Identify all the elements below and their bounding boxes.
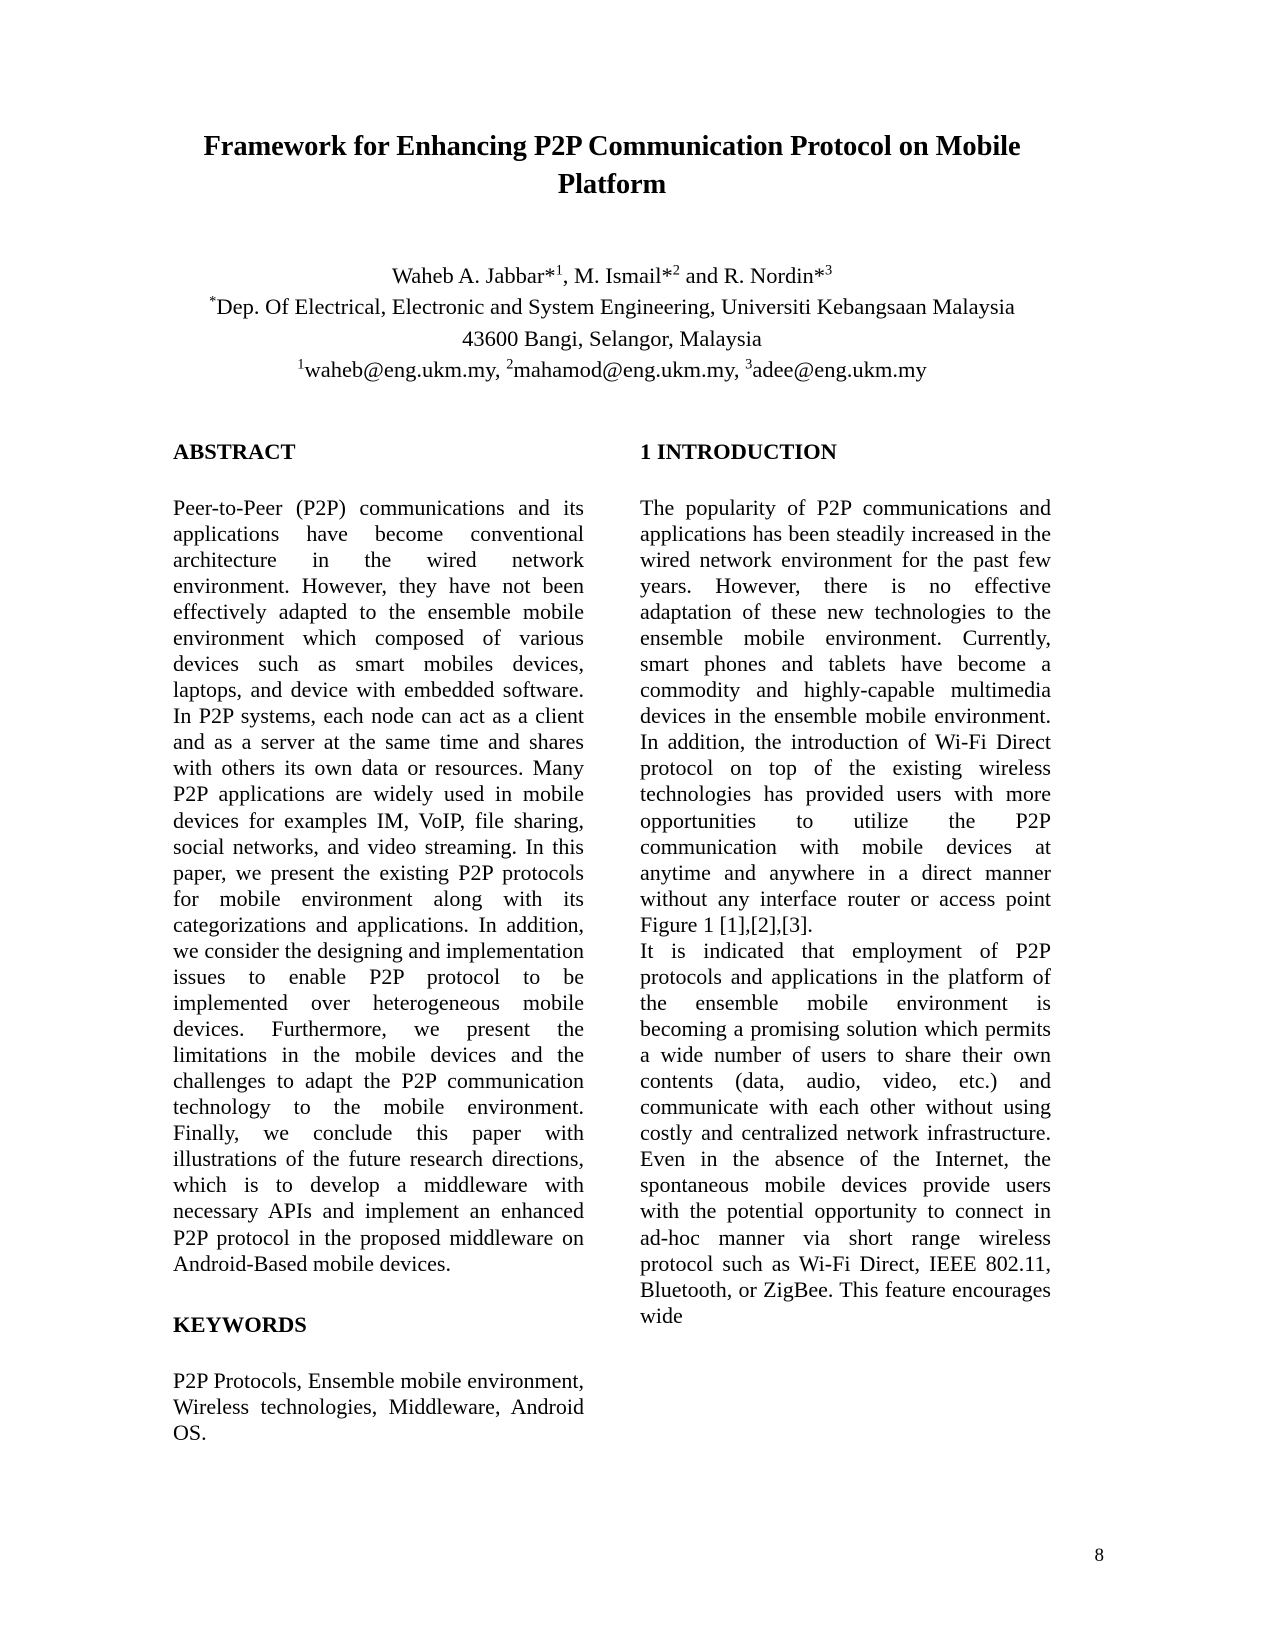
author-affiliation	[173, 291, 1051, 323]
keywords-heading: KEYWORDS	[173, 1311, 307, 1337]
abstract-heading: ABSTRACT	[173, 438, 296, 464]
author-sup-2: 2	[672, 262, 680, 279]
email-2: mahamod@eng.ukm.my,	[513, 357, 746, 383]
left-column	[173, 438, 584, 1446]
page-title: Framework for Enhancing P2P Communication Protocol on Mobile Platform	[203, 131, 1021, 200]
introduction-heading: 1 INTRODUCTION	[640, 438, 837, 464]
affiliation-star-sup: *	[209, 293, 217, 310]
introduction-paragraph-1: The popularity of P2P communications and applications has been steadily increased in the wired network environment for the past few years. However, there is no effective adaptation of these new technologies to the ensemble mobile environment. Currently, smart phones and tablets have become a commodity and highly-capable multimedia devices in the ensemble mobile environment. In addition, the introduction of Wi-Fi Direct protocol on top of the existing wireless technologies has provided users with more opportunities to utilize the P2P communication with mobile devices at anytime and anywhere in a direct manner without any interface router or access point Figure 1 [1],[2],[3].	[640, 494, 1051, 937]
author-names	[173, 260, 1051, 292]
author-block	[173, 260, 1051, 386]
author-address: 43600 Bangi, Selangor, Malaysia	[462, 325, 762, 351]
introduction-paragraph-2: It is indicated that employment of P2P protocols and applications in the platform of the ensemble mobile environment is becoming a promising solution which permits a wide number of users to share their own contents (data, audio, video, etc.) and communicate with each other without using costly and centralized network infrastructure. Even in the absence of the Internet, the spontaneous mobile devices provide users with the potential opportunity to connect in ad-hoc manner via short range wireless protocol such as Wi-Fi Direct, IEEE 802.11, Bluetooth, or ZigBee. This feature encourages wide	[640, 937, 1051, 1328]
abstract-text: Peer-to-Peer (P2P) communications and its applications have become conventional architecture in the wired network environment. However, they have not been effectively adapted to the ensemble mobile environment which composed of various devices such as smart mobiles devices, laptops, and device with embedded software. In P2P systems, each node can act as a client and as a server at the same time and shares with others its own data or resources. Many P2P applications are widely used in mobile devices for examples IM, VoIP, file sharing, social networks, and video streaming. In this paper, we present the existing P2P protocols for mobile environment along with its categorizations and applications. In addition, we consider the designing and implementation issues to enable P2P protocol to be implemented over heterogeneous mobile devices. Furthermore, we present the limitations in the mobile devices and the challenges to adapt the P2P communication technology to the mobile environment. Finally, we conclude this paper with illustrations of the future research directions, which is to develop a middleware with necessary APIs and implement an enhanced P2P protocol in the proposed middleware on Android-Based mobile devices.	[173, 494, 584, 1276]
author-names-mid1: , M. Ismail*	[562, 262, 673, 288]
email-3: adee@eng.ukm.my	[752, 357, 927, 383]
author-names-mid2: and R. Nordin*	[679, 262, 825, 288]
email-sup-3: 3	[745, 356, 753, 373]
email-1: waheb@eng.ukm.my,	[304, 357, 507, 383]
author-sup-3: 3	[824, 262, 833, 279]
email-sup-1: 1	[297, 356, 305, 373]
two-column-body	[173, 438, 1051, 1446]
keywords-text: P2P Protocols, Ensemble mobile environment, Wireless technologies, Middleware, Android OS.	[173, 1367, 584, 1445]
right-column	[640, 438, 1051, 1446]
email-sup-2: 2	[506, 356, 514, 373]
page-content	[173, 128, 1051, 1446]
affiliation-text: Dep. Of Electrical, Electronic and System Engineering, Universiti Kebangsaan Malaysia	[216, 294, 1015, 320]
author-emails	[173, 354, 1051, 386]
page-number: 8	[1094, 1545, 1104, 1566]
author-sup-1: 1	[555, 262, 563, 279]
author-names-prefix: Waheb A. Jabbar*	[391, 262, 556, 288]
